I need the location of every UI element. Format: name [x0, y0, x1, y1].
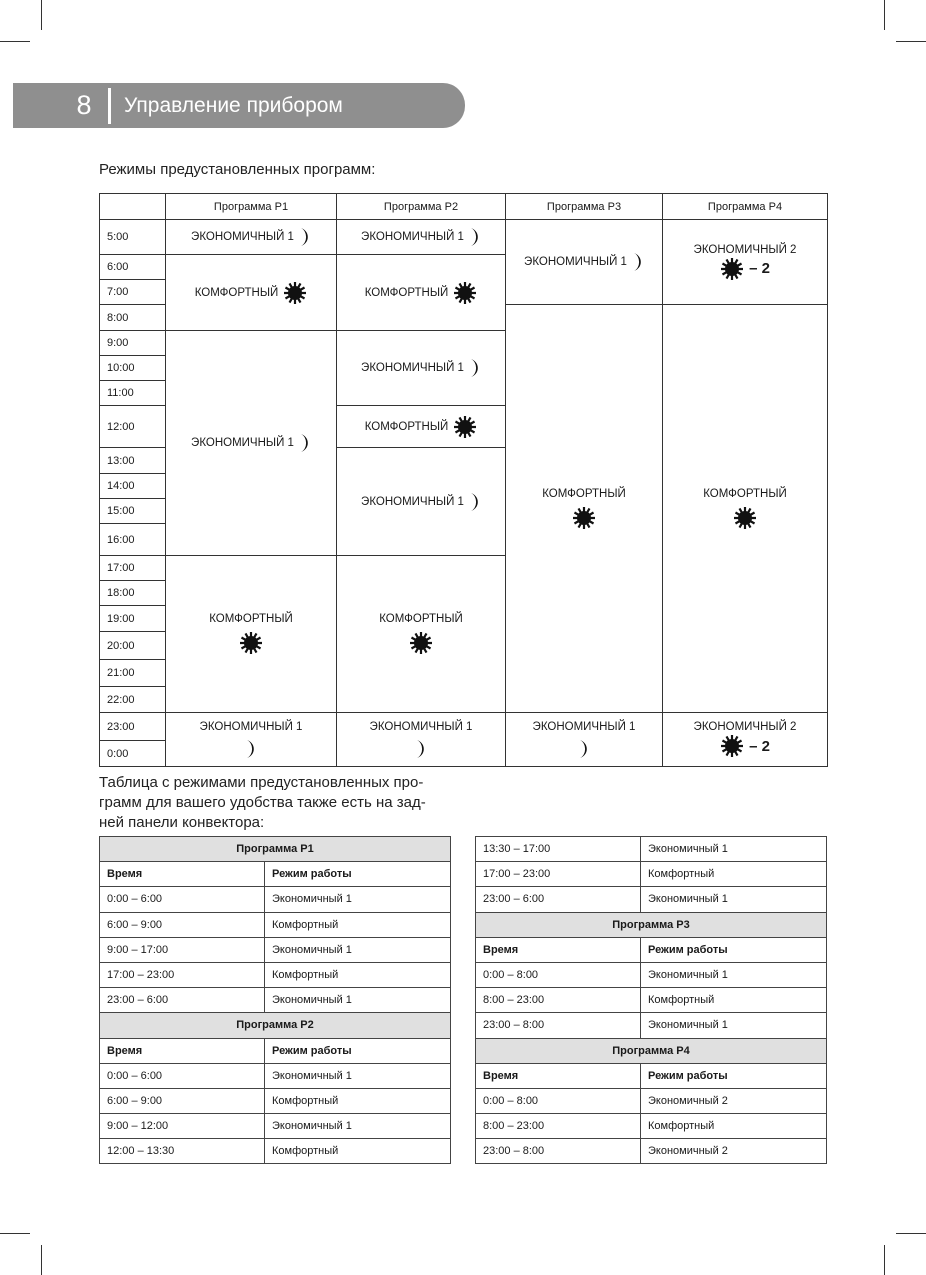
- mode-cell: Экономичный 1: [265, 988, 451, 1013]
- programs-table-right: [475, 836, 827, 1164]
- time-label: 18:00: [107, 587, 135, 599]
- moon-icon: [469, 492, 481, 512]
- sun-icon: [453, 281, 477, 305]
- time-label: 14:00: [107, 480, 135, 492]
- mode-label: ЭКОНОМИЧНЫЙ 1: [361, 231, 464, 243]
- time-cell: 12:00 – 13:30: [100, 1139, 265, 1164]
- mode-label: КОМФОРТНЫЙ: [542, 487, 626, 500]
- mode-label: КОМФОРТНЫЙ: [194, 286, 279, 299]
- programs-table-left: [99, 836, 451, 1164]
- mode-cell: Экономичный 1: [265, 937, 451, 962]
- cell-content: [365, 415, 478, 439]
- column-header-time: Время: [476, 937, 641, 962]
- mode-label: ЭКОНОМИЧНЫЙ 1: [532, 720, 636, 733]
- time-cell: 17:00 – 23:00: [476, 862, 641, 887]
- program-title: Программа P2: [100, 1013, 451, 1038]
- table-row: [476, 862, 827, 887]
- mode-label: ЭКОНОМИЧНЫЙ 1: [369, 720, 473, 733]
- time-cell: [99, 304, 166, 331]
- time-cell: [99, 605, 166, 632]
- time-cell: [99, 712, 166, 741]
- time-label: 17:00: [107, 562, 135, 574]
- moon-icon: [299, 433, 311, 453]
- table-row: [100, 937, 451, 962]
- time-cell: 13:30 – 17:00: [476, 837, 641, 862]
- crop-mark: [41, 0, 42, 30]
- table-row: [100, 1139, 451, 1164]
- column-header: [336, 193, 506, 220]
- time-cell: [99, 219, 166, 255]
- mode-label: ЭКОНОМИЧНЫЙ 1: [361, 495, 464, 508]
- moon-icon: [632, 252, 644, 272]
- time-cell: 6:00 – 9:00: [100, 912, 265, 937]
- cell-content: [361, 227, 481, 247]
- time-cell: 17:00 – 23:00: [100, 962, 265, 987]
- table-row: [100, 887, 451, 912]
- cell-content: [720, 257, 770, 281]
- mode-label: КОМФОРТНЫЙ: [209, 613, 293, 625]
- mode-cell: [336, 219, 506, 255]
- time-cell: [99, 279, 166, 305]
- mode-cell: Экономичный 2: [641, 1088, 827, 1113]
- table-row: [476, 1088, 827, 1113]
- moon-icon: [245, 739, 257, 759]
- mode-label: ЭКОНОМИЧНЫЙ 1: [199, 720, 303, 733]
- sun-icon: [409, 631, 433, 655]
- column-header-mode: Режим работы: [265, 862, 451, 887]
- moon-icon: [299, 227, 311, 247]
- time-label: 6:00: [107, 261, 129, 273]
- column-header-time: Время: [476, 1063, 641, 1088]
- table-row: [476, 988, 827, 1013]
- mode-cell: Комфортный: [641, 862, 827, 887]
- time-cell: 23:00 – 6:00: [476, 887, 641, 912]
- mode-cell: [505, 219, 663, 305]
- program-title: Программа P3: [476, 912, 827, 937]
- table-row: [100, 1088, 451, 1113]
- mode-label: КОМФОРТНЫЙ: [703, 487, 787, 500]
- mode-label: ЭКОНОМИЧНЫЙ 2: [693, 721, 797, 733]
- page-title: Управление прибором: [124, 94, 343, 117]
- mode-label: ЭКОНОМИЧНЫЙ 1: [191, 231, 294, 243]
- cell-content: [191, 433, 311, 453]
- mode-cell: Комфортный: [265, 1139, 451, 1164]
- table-row: [100, 912, 451, 937]
- mode-cell: Комфортный: [265, 1088, 451, 1113]
- time-cell: [99, 254, 166, 280]
- minus-two-label: – 2: [749, 737, 770, 755]
- mode-cell: Экономичный 1: [265, 887, 451, 912]
- moon-icon: [415, 739, 427, 759]
- mode-cell: [336, 555, 506, 713]
- time-label: 0:00: [107, 747, 129, 760]
- time-label: 10:00: [107, 362, 135, 374]
- table-row: [476, 837, 827, 862]
- crop-mark: [41, 1245, 42, 1275]
- mode-cell: [662, 304, 828, 713]
- mode-cell: [505, 304, 663, 713]
- cell-content: [415, 739, 427, 759]
- time-label: 8:00: [107, 311, 129, 324]
- mode-cell: [336, 405, 506, 448]
- mode-label: ЭКОНОМИЧНЫЙ 1: [191, 437, 294, 449]
- time-label: 21:00: [107, 667, 135, 679]
- time-cell: [99, 631, 166, 660]
- time-cell: [99, 659, 166, 687]
- mode-cell: Комфортный: [265, 912, 451, 937]
- table-row: [476, 1114, 827, 1139]
- time-cell: 8:00 – 23:00: [476, 1114, 641, 1139]
- table-row: [100, 1114, 451, 1139]
- mode-cell: [336, 712, 506, 767]
- time-cell: 9:00 – 17:00: [100, 937, 265, 962]
- column-header: [165, 193, 337, 220]
- mode-cell: Комфортный: [641, 1114, 827, 1139]
- mode-cell: [662, 712, 828, 767]
- time-cell: [99, 740, 166, 767]
- time-cell: [99, 498, 166, 524]
- mode-cell: [165, 219, 337, 255]
- time-cell: [99, 405, 166, 448]
- minus-two-label: – 2: [749, 260, 770, 277]
- column-header-label: Программа P2: [383, 200, 459, 213]
- crop-mark: [884, 0, 885, 30]
- column-header: [662, 193, 828, 220]
- cell-content: [365, 281, 478, 305]
- table-row: [476, 1139, 827, 1164]
- time-cell: 0:00 – 8:00: [476, 962, 641, 987]
- page-number: 8: [76, 90, 92, 120]
- mode-cell: [336, 254, 506, 331]
- mode-label: КОМФОРТНЫЙ: [364, 286, 449, 299]
- moon-icon: [469, 358, 481, 378]
- time-cell: [99, 555, 166, 581]
- time-cell: [99, 355, 166, 381]
- table-row: [476, 1013, 827, 1038]
- mode-label: КОМФОРТНЫЙ: [364, 420, 449, 433]
- mode-cell: [165, 330, 337, 556]
- mode-cell: Экономичный 1: [265, 1114, 451, 1139]
- time-label: 5:00: [107, 231, 129, 243]
- time-cell: [99, 523, 166, 556]
- time-label: 20:00: [107, 639, 135, 652]
- time-label: 11:00: [107, 387, 134, 399]
- table-row: [100, 988, 451, 1013]
- mode-cell: Экономичный 1: [641, 1013, 827, 1038]
- time-cell: [99, 380, 166, 406]
- time-cell: 0:00 – 6:00: [100, 1063, 265, 1088]
- time-label: 13:00: [107, 454, 135, 467]
- mode-cell: [336, 447, 506, 556]
- intro-text: Режимы предустановленных программ:: [99, 161, 376, 178]
- program-title: Программа P4: [476, 1038, 827, 1063]
- sun-icon: [733, 506, 757, 530]
- table-row: [100, 962, 451, 987]
- sun-icon: [572, 506, 596, 530]
- mode-cell: Экономичный 2: [641, 1139, 827, 1164]
- note-line: Таблица с режимами предустановленных про-: [99, 774, 424, 791]
- cell-content: [239, 631, 263, 655]
- table-note: [99, 773, 459, 833]
- mode-cell: [336, 330, 506, 406]
- grid-corner: [99, 193, 166, 220]
- cell-content: [409, 631, 433, 655]
- table-row: [476, 962, 827, 987]
- moon-icon: [578, 739, 590, 759]
- sun-icon: [720, 734, 744, 758]
- cell-content: [720, 734, 770, 758]
- crop-mark: [896, 41, 926, 42]
- mode-label: ЭКОНОМИЧНЫЙ 1: [524, 256, 627, 268]
- time-cell: 23:00 – 8:00: [476, 1013, 641, 1038]
- note-line: ней панели конвектора:: [99, 814, 265, 831]
- cell-content: [361, 358, 481, 378]
- column-header-time: Время: [100, 862, 265, 887]
- mode-cell: Экономичный 1: [265, 1063, 451, 1088]
- time-label: 22:00: [107, 693, 135, 706]
- mode-cell: [165, 254, 337, 331]
- sun-icon: [720, 257, 744, 281]
- column-header-mode: Режим работы: [265, 1038, 451, 1063]
- time-cell: [99, 580, 166, 606]
- mode-cell: [505, 712, 663, 767]
- time-label: 15:00: [107, 505, 135, 517]
- mode-label: ЭКОНОМИЧНЫЙ 2: [693, 243, 797, 256]
- time-label: 7:00: [107, 286, 129, 298]
- cell-content: [733, 506, 757, 530]
- cell-content: [195, 281, 308, 305]
- crop-mark: [0, 41, 30, 42]
- time-label: 19:00: [107, 612, 135, 625]
- sun-icon: [239, 631, 263, 655]
- time-cell: 8:00 – 23:00: [476, 988, 641, 1013]
- sun-icon: [453, 415, 477, 439]
- time-label: 16:00: [107, 533, 135, 546]
- cell-content: [361, 492, 481, 512]
- time-cell: 0:00 – 6:00: [100, 887, 265, 912]
- time-label: 9:00: [107, 337, 129, 349]
- program-title: Программа P1: [100, 837, 451, 862]
- table-row: [100, 1063, 451, 1088]
- column-header-mode: Режим работы: [641, 1063, 827, 1088]
- column-header-mode: Режим работы: [641, 937, 827, 962]
- time-cell: 9:00 – 12:00: [100, 1114, 265, 1139]
- cell-content: [572, 506, 596, 530]
- column-header-label: Программа P3: [546, 200, 622, 213]
- time-cell: 23:00 – 6:00: [100, 988, 265, 1013]
- time-cell: [99, 473, 166, 499]
- crop-mark: [896, 1233, 926, 1234]
- mode-cell: Комфортный: [641, 988, 827, 1013]
- cell-content: [191, 227, 311, 247]
- mode-cell: [165, 555, 337, 713]
- time-label: 23:00: [107, 720, 135, 733]
- mode-cell: [662, 219, 828, 305]
- mode-cell: [165, 712, 337, 767]
- time-cell: [99, 447, 166, 474]
- time-label: 12:00: [107, 420, 135, 433]
- column-header-label: Программа P4: [707, 200, 783, 213]
- crop-mark: [884, 1245, 885, 1275]
- column-header-label: Программа P1: [213, 200, 289, 213]
- mode-cell: Комфортный: [265, 962, 451, 987]
- mode-label: ЭКОНОМИЧНЫЙ 1: [361, 362, 464, 374]
- cell-content: [578, 739, 590, 759]
- time-cell: 23:00 – 8:00: [476, 1139, 641, 1164]
- header-separator: [108, 88, 111, 124]
- cell-content: [245, 739, 257, 759]
- mode-label: КОМФОРТНЫЙ: [379, 613, 463, 625]
- time-cell: [99, 330, 166, 356]
- sun-icon: [283, 281, 307, 305]
- column-header: [505, 193, 663, 220]
- note-line: грамм для вашего удобства также есть на зад-: [99, 794, 426, 811]
- time-cell: 0:00 – 8:00: [476, 1088, 641, 1113]
- time-cell: 6:00 – 9:00: [100, 1088, 265, 1113]
- column-header-time: Время: [100, 1038, 265, 1063]
- cell-content: [524, 252, 644, 272]
- moon-icon: [469, 227, 481, 247]
- mode-cell: Экономичный 1: [641, 962, 827, 987]
- mode-cell: Экономичный 1: [641, 837, 827, 862]
- table-row: [476, 887, 827, 912]
- time-cell: [99, 686, 166, 713]
- mode-cell: Экономичный 1: [641, 887, 827, 912]
- crop-mark: [0, 1233, 30, 1234]
